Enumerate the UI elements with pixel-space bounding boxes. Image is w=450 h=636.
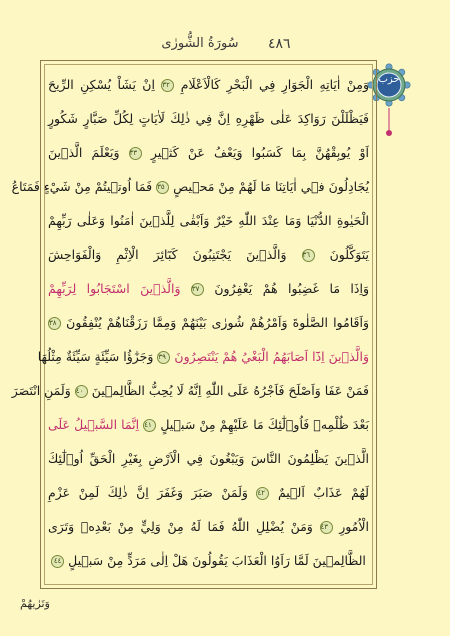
line-text: الَّذ۪ينَ يَظْلِمُونَ النَّاسَ وَيَبْغُونَ فِي الْاَرْضِ بِغَيْرِ الْحَقِّ اُو۬لٰٓئِكَ xyxy=(48,451,369,466)
page-header xyxy=(0,0,450,62)
page-number: ٤٨٦ xyxy=(268,36,291,52)
line-text: فَيَظْلَلْنَ رَوَاكِدَ عَلٰى ظَهْرِهِ اِنَّ فِي ذٰلِكَ لَاٰيَاتٍ لِكُلِّ صَبَّارٍ شَكُورٍ xyxy=(48,111,369,126)
line-tail: وَيَعْلَمَ الَّذ۪ينَ xyxy=(48,145,120,160)
line-text: اَوْ يُوبِقْهُنَّ بِمَا كَسَبُوا وَيَعْفُ عَنْ كَث۪يرٍ xyxy=(150,145,369,160)
text-line xyxy=(48,442,369,476)
line-text: لَهُمْ عَذَابٌ اَل۪يمٌ xyxy=(277,485,369,500)
line-text: وَاَقَامُوا الصَّلٰوةَ وَاَمْرُهُمْ شُورٰى بَيْنَهُمْ وَمِمَّا رَزَقْنَاهُمْ يُنْفِقُونَ xyxy=(66,315,369,330)
line-tail: اِنَّمَا السَّب۪يلُ عَلَى xyxy=(48,417,140,432)
text-line xyxy=(48,510,369,544)
line-tail: وَمَنْ يُضْلِلِ اللّٰهُ فَمَا لَهُ مِنْ وَلِيٍّ مِنْ بَعْدِه۪ وَتَرَى xyxy=(48,519,313,534)
line-tail: فَمَا اُوت۪يتُمْ مِنْ شَيْءٍ فَمَتَاعُ xyxy=(11,179,153,194)
ayah-marker: ٣٣ xyxy=(129,147,142,160)
ayah-marker: ٣٧ xyxy=(191,283,204,296)
line-text: وَالَّذ۪ينَ اِذَٓا اَصَابَهُمُ الْبَغْيُ هُمْ يَنْتَصِرُونَ xyxy=(174,349,369,364)
text-line xyxy=(11,374,369,408)
line-tail: اِنْ يَشَاْ يُسْكِنِ الرِّيحَ xyxy=(48,77,155,92)
text-line xyxy=(48,476,369,510)
ayah-marker: ٣٨ xyxy=(48,317,61,330)
line-text: بَعْدَ ظُلْمِه۪ فَاُو۬لٰٓئِكَ مَا عَلَيْهِمْ مِنْ سَب۪يلٍ xyxy=(160,417,369,432)
quran-text-block xyxy=(11,68,369,582)
line-text: الْاُمُورِ xyxy=(339,519,369,534)
text-line xyxy=(48,306,369,340)
ayah-marker: ٤١ xyxy=(143,419,156,432)
line-text: يَتَوَكَّلُونَ xyxy=(329,247,369,262)
text-line xyxy=(48,272,369,306)
text-line xyxy=(48,408,369,442)
ayah-marker: ٣٥ xyxy=(156,181,169,194)
ornament-drop-icon xyxy=(384,108,394,138)
ayah-marker: ٣٩ xyxy=(157,351,170,364)
surah-name: سُورَةُ الشُّورٰى xyxy=(161,36,239,51)
line-tail: وَالَّذ۪ينَ اسْتَجَابُوا لِرَبِّهِمْ xyxy=(48,281,181,296)
line-text: الْحَيٰوةِ الدُّنْيَا وَمَا عِنْدَ اللّٰهِ خَيْرٌ وَاَبْقٰى لِلَّذ۪ينَ اٰمَنُوا وَعَلٰى رَبِّهِمْ xyxy=(48,213,369,228)
ayah-marker: ٣٦ xyxy=(302,249,315,262)
text-line xyxy=(48,544,369,578)
ayah-marker: ٤٢ xyxy=(256,487,269,500)
line-text: الظَّالِم۪ينَ لَمَّا رَاَوُا الْعَذَابَ يَقُولُونَ هَلْ اِلٰى مَرَدٍّ مِنْ سَب۪يلٍ xyxy=(68,553,366,568)
text-line xyxy=(48,238,369,272)
line-tail: وَلَمَنِ انْتَصَرَ xyxy=(11,383,71,398)
text-line xyxy=(48,68,369,102)
ayah-marker: ٤٠ xyxy=(75,385,88,398)
line-tail: وَجَزٰٓؤُا سَيِّئَةٍ سَيِّئَةٌ مِثْلُهَا xyxy=(37,349,154,364)
text-line xyxy=(37,340,369,374)
ayah-marker: ٤٤ xyxy=(51,555,64,568)
line-text: وَمِنْ اٰيَاتِهِ الْجَوَارِ فِي الْبَحْرِ كَالْاَعْلَامِ xyxy=(180,77,369,92)
catchword: وَتَرٰيهُمْ xyxy=(20,597,50,610)
line-tail: وَالَّذ۪ينَ يَجْتَنِبُونَ كَبَٓائِرَ الْاِثْمِ وَالْفَوَاحِشَ xyxy=(48,247,287,262)
ayah-marker: ٣٢ xyxy=(161,79,174,92)
line-text: وَاِذَا مَا غَضِبُوا هُمْ يَغْفِرُونَ xyxy=(214,281,369,296)
juz-medallion-label: حزب xyxy=(378,74,400,85)
text-line xyxy=(48,204,369,238)
ayah-marker: ٤٣ xyxy=(320,521,333,534)
text-line xyxy=(48,136,369,170)
line-tail: وَلَمَنْ صَبَرَ وَغَفَرَ اِنَّ ذٰلِكَ لَمِنْ عَزْمِ xyxy=(48,485,248,500)
line-text: فَمَنْ عَفَا وَاَصْلَحَ فَاَجْرُهُ عَلَى اللّٰهِ اِنَّهُ لَا يُحِبُّ الظَّالِم۪ينَ xyxy=(91,383,369,398)
text-line xyxy=(11,170,369,204)
line-text: يُجَادِلُونَ ف۪ي اٰيَاتِنَا مَا لَهُمْ مِنْ مَح۪يصٍ xyxy=(173,179,369,194)
text-line xyxy=(48,102,369,136)
